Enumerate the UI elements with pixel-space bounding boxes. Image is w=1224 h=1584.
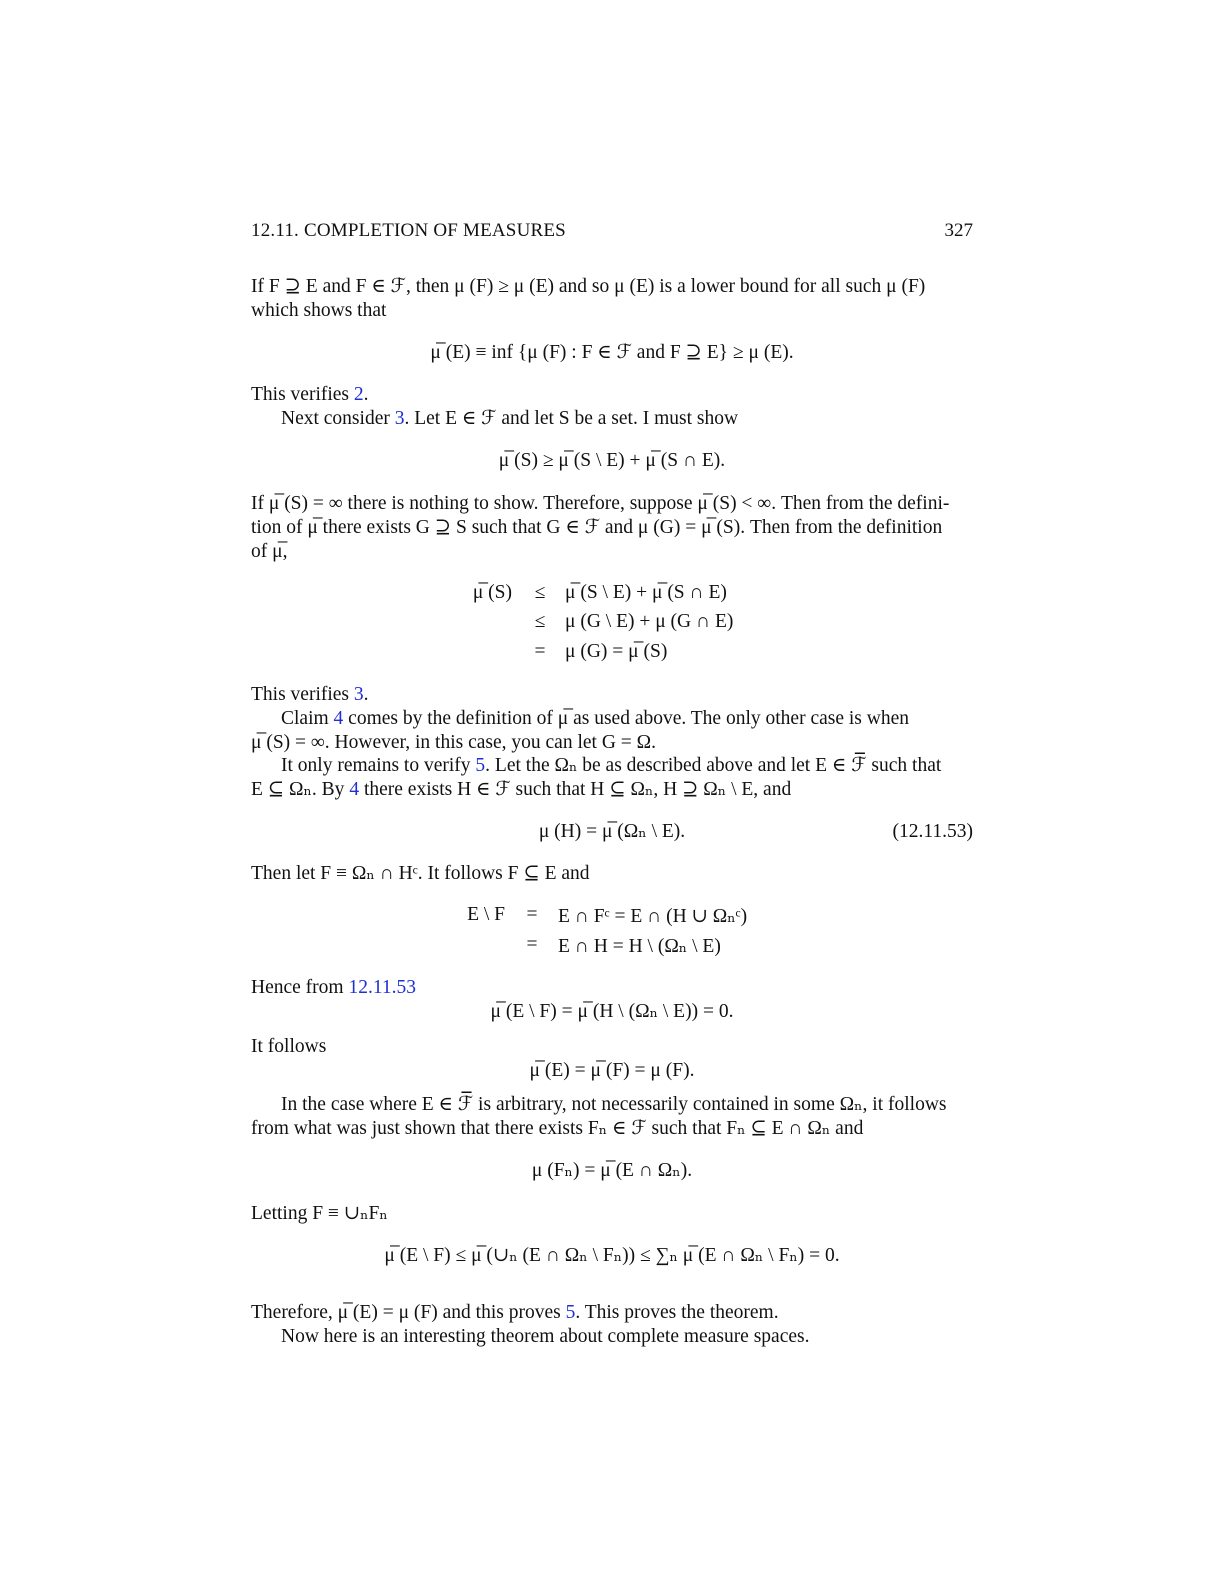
text: Therefore, μ̅ (E) = μ (F) and this proves <box>251 1302 566 1323</box>
verifies-3 <box>251 683 973 707</box>
remains-5 <box>251 754 973 778</box>
reference-link[interactable]: 3 <box>394 408 405 429</box>
equation-measure-equal: μ̅ (E) = μ̅ (F) = μ (F). <box>529 1060 695 1081</box>
align-rhs: μ (G) = μ̅ (S) <box>565 641 668 662</box>
reference-link[interactable]: 12.11.53 <box>348 977 416 998</box>
hence-from <box>251 976 973 1000</box>
text: Claim <box>281 708 334 729</box>
text: there exists H ∈ ℱ such that H ⊆ Ωₙ, H ⊇ Ωₙ \ E, and <box>359 779 792 800</box>
text: This verifies <box>251 384 354 405</box>
align-lhs: μ̅ (S) <box>472 582 512 603</box>
equation-text: μ (H) = μ̅ (Ωₙ \ E). <box>538 821 686 842</box>
align-rhs: E ∩ H = H \ (Ωₙ \ E) <box>558 936 721 957</box>
text: E ⊆ Ωₙ. By <box>251 779 350 800</box>
align-rhs: μ̅ (S \ E) + μ̅ (S ∩ E) <box>565 582 727 603</box>
text: Hence from <box>251 977 349 998</box>
letting: Letting F ≡ ∪ₙFₙ <box>251 1203 388 1224</box>
align-rhs: μ (G \ E) + μ (G ∩ E) <box>565 611 734 632</box>
text-line: which shows that <box>251 300 387 321</box>
reference-link[interactable]: 4 <box>333 708 344 729</box>
therefore <box>251 1301 973 1325</box>
text-line: If μ̅ (S) = ∞ there is nothing to show. Therefore, suppose μ̅ (S) < ∞. Then from the defini- <box>251 493 950 514</box>
remains-5-line-2 <box>251 778 973 802</box>
text: This verifies <box>251 684 354 705</box>
case-line-2: from what was just shown that there exists Fₙ ∈ ℱ such that Fₙ ⊆ E ∩ Ωₙ and <box>251 1118 864 1139</box>
text: . <box>363 384 369 405</box>
text: It only remains to verify <box>281 755 476 776</box>
reference-link[interactable]: 4 <box>349 779 360 800</box>
align-relation: = <box>534 641 546 662</box>
equation-number: (12.11.53) <box>892 821 973 842</box>
claim-4-line-2: μ̅ (S) = ∞. However, in this case, you can let G = Ω. <box>251 732 657 753</box>
reference-link[interactable]: 5 <box>475 755 486 776</box>
paragraph-1 <box>251 275 973 323</box>
text-line: If F ⊇ E and F ∈ ℱ, then μ (F) ≥ μ (E) and so μ (E) is a lower bound for all such μ (F) <box>251 276 926 297</box>
text: . <box>363 684 369 705</box>
text-line: tion of μ̅ there exists G ⊇ S such that G ∈ ℱ and μ (G) = μ̅ (S). Then from the definition <box>251 517 943 538</box>
text-line: of μ̅, <box>251 541 288 562</box>
align-relation: ≤ <box>534 582 546 603</box>
equation-sum: μ̅ (E \ F) ≤ μ̅ (∪ₙ (E ∩ Ωₙ \ Fₙ)) ≤ ∑ₙ μ̅ (E ∩ Ωₙ \ Fₙ) = 0. <box>384 1245 840 1266</box>
align-relation: = <box>526 934 538 955</box>
text: . This proves the theorem. <box>575 1302 779 1323</box>
paragraph-3 <box>251 492 973 564</box>
next-consider-3 <box>251 407 973 431</box>
running-title: 12.11. COMPLETION OF MEASURES <box>251 220 566 241</box>
text: . Let the Ωₙ be as described above and let E ∈ ℱ̅ such that <box>485 755 942 776</box>
equation-12-11-53 <box>251 820 973 844</box>
text: . Let E ∈ ℱ and let S be a set. I must show <box>404 408 739 429</box>
align-relation: ≤ <box>534 611 546 632</box>
case-line-1: In the case where E ∈ ℱ̅ is arbitrary, not necessarily contained in some Ωₙ, it follows <box>281 1094 947 1115</box>
page-number: 327 <box>944 220 973 241</box>
equation-null-difference: μ̅ (E \ F) = μ̅ (H \ (Ωₙ \ E)) = 0. <box>490 1001 734 1022</box>
align-lhs: E \ F <box>467 904 505 925</box>
verifies-2 <box>251 383 973 407</box>
reference-link[interactable]: 5 <box>565 1302 576 1323</box>
reference-link[interactable]: 3 <box>353 684 364 705</box>
text: comes by the definition of μ̅ as used above. The only other case is when <box>343 708 909 729</box>
text: Next consider <box>281 408 395 429</box>
equation-caratheodory: μ̅ (S) ≥ μ̅ (S \ E) + μ̅ (S ∩ E). <box>498 450 726 471</box>
align-rhs: E ∩ Fᶜ = E ∩ (H ∪ Ωₙᶜ) <box>558 906 748 927</box>
equation-fn: μ (Fₙ) = μ̅ (E ∩ Ωₙ). <box>531 1160 693 1181</box>
equation-infimum: μ̅ (E) ≡ inf {μ (F) : F ∈ ℱ and F ⊇ E} ≥ μ (E). <box>430 342 794 363</box>
last-line: Now here is an interesting theorem about complete measure spaces. <box>281 1326 810 1347</box>
then-let: Then let F ≡ Ωₙ ∩ Hᶜ. It follows F ⊆ E and <box>251 863 590 884</box>
reference-link[interactable]: 2 <box>353 384 364 405</box>
align-relation: = <box>526 904 538 925</box>
it-follows: It follows <box>251 1036 327 1057</box>
claim-4 <box>251 707 973 731</box>
